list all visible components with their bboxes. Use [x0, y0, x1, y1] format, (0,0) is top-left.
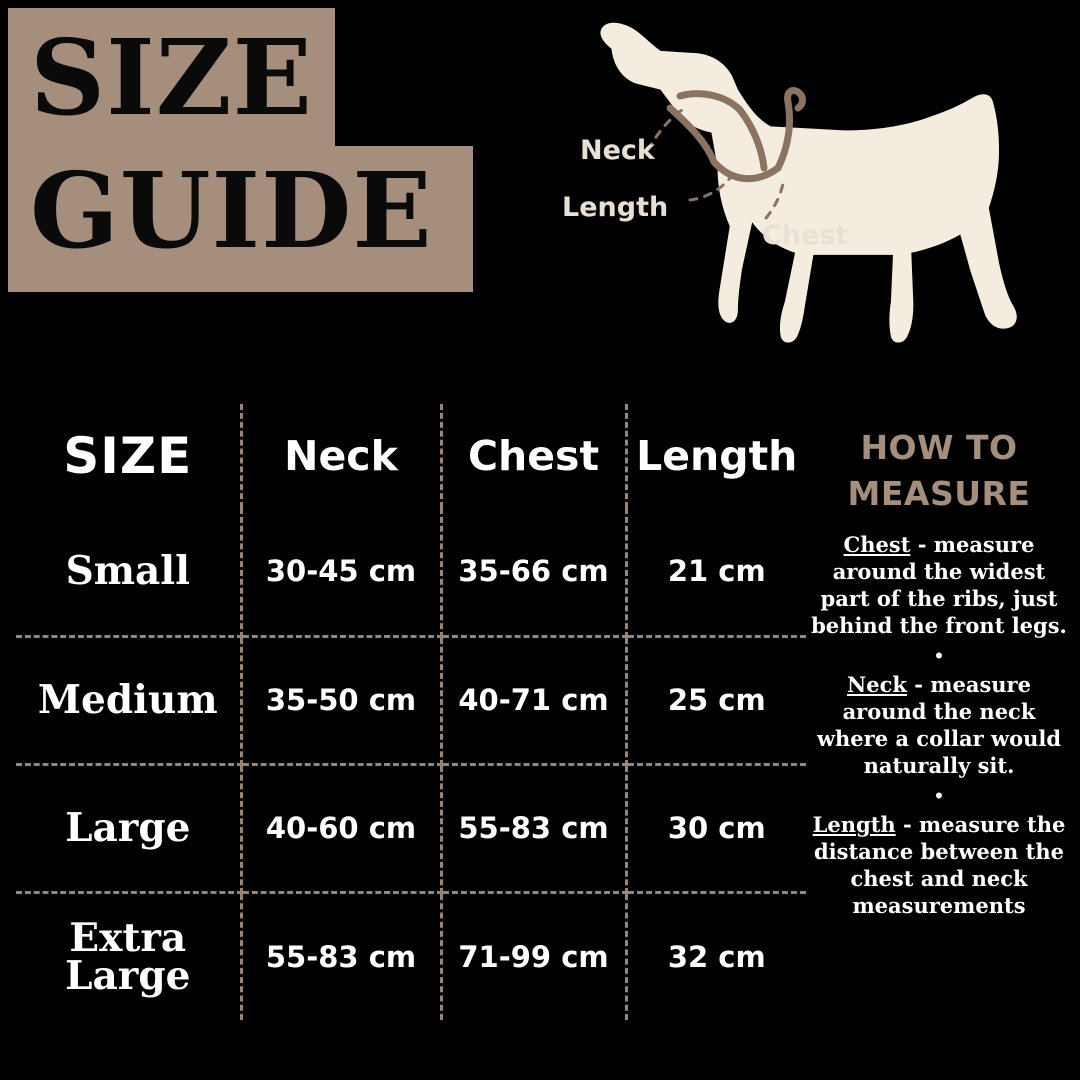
measure-text-neck: - measure around the neck where a collar would naturally sit.: [816, 672, 1062, 778]
table-row: [16, 892, 806, 1020]
measure-instruction-neck: [810, 671, 1068, 779]
table-row: [16, 636, 806, 764]
size-table: [16, 404, 806, 1020]
title-block: [0, 0, 480, 300]
cell-size: Small: [16, 508, 241, 636]
header-neck: Neck: [241, 404, 441, 508]
measure-text-length: - measure the distance between the chest and neck measurements: [814, 812, 1066, 918]
table-header-row: [16, 404, 806, 508]
cell-size-line-1: Extra: [69, 914, 187, 961]
cell-size-line-2: Large: [65, 952, 191, 999]
cell-chest: 40-71 cm: [441, 636, 626, 764]
measure-instruction-length: [810, 811, 1068, 919]
cell-chest: 35-66 cm: [441, 508, 626, 636]
table-row: [16, 508, 806, 636]
page-title-line-2: GUIDE: [30, 149, 433, 272]
cell-neck: 55-83 cm: [241, 892, 441, 1020]
measure-term-length: Length: [812, 812, 896, 837]
table-row: [16, 764, 806, 892]
cell-chest: 71-99 cm: [441, 892, 626, 1020]
how-to-measure-title: [810, 425, 1068, 517]
measure-text-chest: - measure around the widest part of the ribs, just behind the front legs.: [811, 532, 1067, 638]
measure-term-chest: Chest: [843, 532, 911, 557]
cell-size: Medium: [16, 636, 241, 764]
measure-instruction-chest: [810, 531, 1068, 639]
label-neck: Neck: [580, 135, 655, 166]
cell-size: [16, 892, 241, 1020]
bullet-separator: •: [935, 643, 943, 668]
cell-length: 30 cm: [626, 764, 806, 892]
bullet-separator: •: [935, 783, 943, 808]
how-to-measure-section: [810, 425, 1068, 919]
cell-neck: 30-45 cm: [241, 508, 441, 636]
cell-neck: 40-60 cm: [241, 764, 441, 892]
label-length: Length: [562, 192, 669, 223]
label-chest: Chest: [762, 220, 849, 251]
cell-length: 21 cm: [626, 508, 806, 636]
cell-size: Large: [16, 764, 241, 892]
cell-chest: 55-83 cm: [441, 764, 626, 892]
page-title-line-1: SIZE: [30, 16, 313, 139]
cell-length: 32 cm: [667, 939, 766, 974]
dog-illustration: [530, 0, 1080, 360]
cell-length: 25 cm: [626, 636, 806, 764]
header-length: Length: [636, 432, 798, 480]
cell-neck: 35-50 cm: [241, 636, 441, 764]
how-to-measure-title-line-1: HOW TO: [860, 428, 1018, 467]
how-to-measure-title-line-2: MEASURE: [847, 474, 1031, 513]
dog-silhouette-icon: [530, 0, 1080, 360]
size-table-container: [16, 404, 806, 1044]
header-chest: Chest: [441, 404, 626, 508]
measure-term-neck: Neck: [847, 672, 907, 697]
header-size: SIZE: [16, 404, 241, 508]
